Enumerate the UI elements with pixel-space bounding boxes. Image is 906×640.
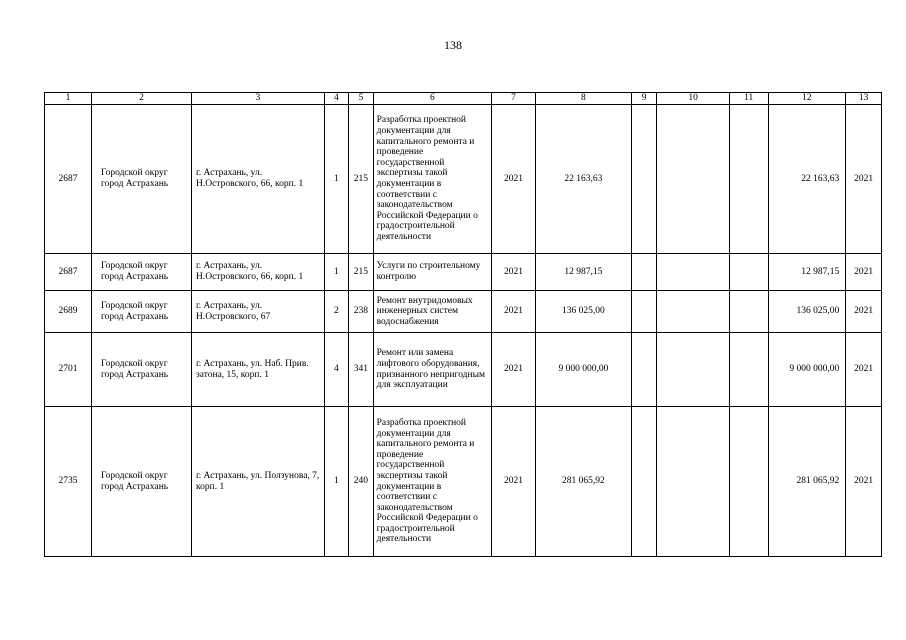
column-12-value: 9 000 000,00 bbox=[768, 333, 846, 407]
column-number: 12 bbox=[768, 93, 846, 105]
column-number: 11 bbox=[729, 93, 768, 105]
column-number: 10 bbox=[657, 93, 729, 105]
column-11-value bbox=[729, 333, 768, 407]
municipality-name: Городской округ город Астрахань bbox=[91, 333, 191, 407]
work-type: Разработка проектной документации для капитального ремонта и проведение государственной экспертизы такой документации в соответствии с законодательством Российской Федерации о градостроительной деятельности bbox=[373, 105, 491, 254]
table-row bbox=[45, 407, 882, 557]
column-4-value: 1 bbox=[324, 254, 348, 291]
column-9-value bbox=[631, 254, 657, 291]
column-13-year: 2021 bbox=[846, 105, 882, 254]
year-cell: 2021 bbox=[492, 407, 536, 557]
column-11-value bbox=[729, 291, 768, 333]
column-number: 2 bbox=[91, 93, 191, 105]
record-id: 2735 bbox=[45, 407, 92, 557]
column-13-year: 2021 bbox=[846, 254, 882, 291]
column-4-value: 1 bbox=[324, 407, 348, 557]
year-cell: 2021 bbox=[492, 105, 536, 254]
column-9-value bbox=[631, 291, 657, 333]
column-5-value: 240 bbox=[349, 407, 373, 557]
column-5-value: 341 bbox=[349, 333, 373, 407]
column-number: 1 bbox=[45, 93, 92, 105]
municipality-name: Городской округ город Астрахань bbox=[91, 254, 191, 291]
table-row bbox=[45, 254, 882, 291]
record-id: 2701 bbox=[45, 333, 92, 407]
column-13-year: 2021 bbox=[846, 333, 882, 407]
column-12-value: 136 025,00 bbox=[768, 291, 846, 333]
record-id: 2687 bbox=[45, 105, 92, 254]
column-5-value: 215 bbox=[349, 254, 373, 291]
column-5-value: 238 bbox=[349, 291, 373, 333]
table-row bbox=[45, 105, 882, 254]
column-number: 5 bbox=[349, 93, 373, 105]
page-number: 138 bbox=[444, 38, 462, 52]
work-type: Услуги по строительному контролю bbox=[373, 254, 491, 291]
building-address: г. Астрахань, ул. Н.Островского, 67 bbox=[191, 291, 324, 333]
column-10-value bbox=[657, 407, 729, 557]
work-type: Ремонт внутридомовых инженерных систем водоснабжения bbox=[373, 291, 491, 333]
column-number: 3 bbox=[191, 93, 324, 105]
building-address: г. Астрахань, ул. Н.Островского, 66, корп. 1 bbox=[191, 105, 324, 254]
column-9-value bbox=[631, 105, 657, 254]
building-address: г. Астрахань, ул. Н.Островского, 66, корп. 1 bbox=[191, 254, 324, 291]
total-cost: 136 025,00 bbox=[535, 291, 631, 333]
column-13-year: 2021 bbox=[846, 407, 882, 557]
work-type: Ремонт или замена лифтового оборудования, признанного непригодным для эксплуатации bbox=[373, 333, 491, 407]
column-number: 9 bbox=[631, 93, 657, 105]
year-cell: 2021 bbox=[492, 254, 536, 291]
total-cost: 22 163,63 bbox=[535, 105, 631, 254]
column-10-value bbox=[657, 105, 729, 254]
column-number: 7 bbox=[492, 93, 536, 105]
column-4-value: 4 bbox=[324, 333, 348, 407]
column-4-value: 1 bbox=[324, 105, 348, 254]
year-cell: 2021 bbox=[492, 291, 536, 333]
column-number-row bbox=[45, 93, 882, 105]
table-row bbox=[45, 333, 882, 407]
total-cost: 12 987,15 bbox=[535, 254, 631, 291]
column-9-value bbox=[631, 407, 657, 557]
municipality-name: Городской округ город Астрахань bbox=[91, 407, 191, 557]
building-address: г. Астрахань, ул. Ползунова, 7, корп. 1 bbox=[191, 407, 324, 557]
column-11-value bbox=[729, 254, 768, 291]
column-11-value bbox=[729, 105, 768, 254]
column-10-value bbox=[657, 333, 729, 407]
column-12-value: 281 065,92 bbox=[768, 407, 846, 557]
column-number: 4 bbox=[324, 93, 348, 105]
column-12-value: 22 163,63 bbox=[768, 105, 846, 254]
repair-program-table bbox=[44, 92, 882, 557]
total-cost: 281 065,92 bbox=[535, 407, 631, 557]
column-4-value: 2 bbox=[324, 291, 348, 333]
building-address: г. Астрахань, ул. Наб. Прив. затона, 15, корп. 1 bbox=[191, 333, 324, 407]
column-9-value bbox=[631, 333, 657, 407]
municipality-name: Городской округ город Астрахань bbox=[91, 105, 191, 254]
year-cell: 2021 bbox=[492, 333, 536, 407]
column-number: 6 bbox=[373, 93, 491, 105]
column-12-value: 12 987,15 bbox=[768, 254, 846, 291]
work-type: Разработка проектной документации для капитального ремонта и проведение государственной экспертизы такой документации в соответствии с законодательством Российской Федерации о градостроительной деятельности bbox=[373, 407, 491, 557]
table-row bbox=[45, 291, 882, 333]
column-10-value bbox=[657, 254, 729, 291]
column-number: 13 bbox=[846, 93, 882, 105]
column-13-year: 2021 bbox=[846, 291, 882, 333]
total-cost: 9 000 000,00 bbox=[535, 333, 631, 407]
column-10-value bbox=[657, 291, 729, 333]
column-5-value: 215 bbox=[349, 105, 373, 254]
record-id: 2687 bbox=[45, 254, 92, 291]
column-number: 8 bbox=[535, 93, 631, 105]
record-id: 2689 bbox=[45, 291, 92, 333]
municipality-name: Городской округ город Астрахань bbox=[91, 291, 191, 333]
column-11-value bbox=[729, 407, 768, 557]
